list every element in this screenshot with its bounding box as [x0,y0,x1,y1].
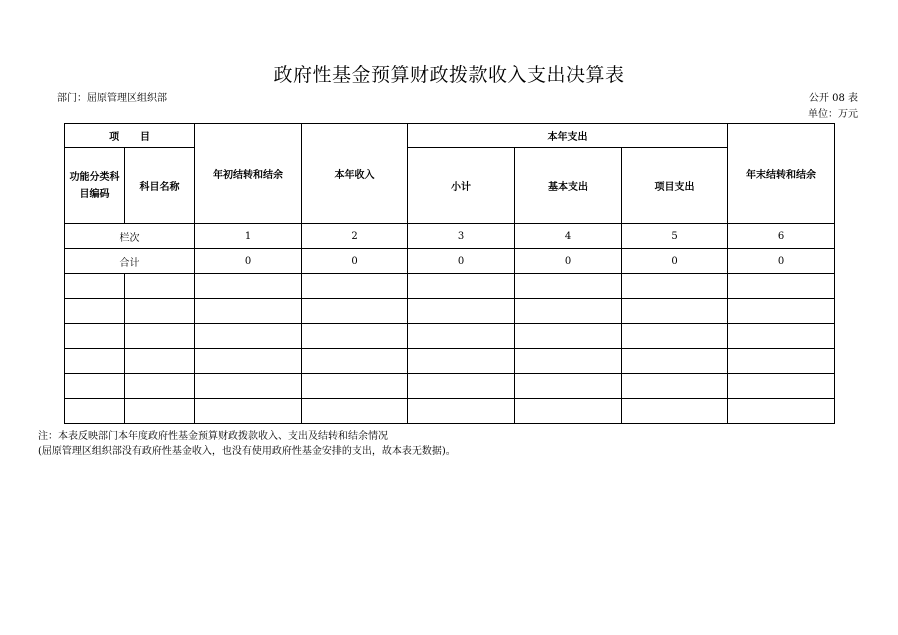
seq-cell: 4 [515,224,622,249]
header-project-expense: 项目支出 [622,148,728,224]
empty-cell [728,324,835,349]
empty-cell [408,274,515,299]
header-subtotal: 小计 [408,148,515,224]
empty-cell [302,399,408,424]
empty-cell [195,299,302,324]
header-basic-expense: 基本支出 [515,148,622,224]
empty-cell [195,274,302,299]
table-row [65,374,835,399]
empty-cell [728,374,835,399]
empty-cell [302,374,408,399]
empty-cell [622,349,728,374]
empty-cell [65,374,125,399]
empty-cell [622,299,728,324]
seq-cell: 1 [195,224,302,249]
empty-cell [302,274,408,299]
empty-cell [65,399,125,424]
empty-cell [125,299,195,324]
total-label: 合计 [65,249,195,274]
empty-cell [515,324,622,349]
header-begin-balance: 年初结转和结余 [195,124,302,224]
empty-cell [302,349,408,374]
empty-cell [408,399,515,424]
empty-cell [622,274,728,299]
empty-cell [125,274,195,299]
header-subject-name: 科目名称 [125,148,195,224]
seq-cell: 6 [728,224,835,249]
seq-cell: 5 [622,224,728,249]
empty-cell [408,374,515,399]
empty-cell [515,374,622,399]
note-line-1: 注：本表反映部门本年度政府性基金预算财政拨款收入、支出及结转和结余情况 [38,431,388,442]
department-label: 部门：屈原管理区组织部 [57,93,167,104]
table-row [65,299,835,324]
empty-cell [65,274,125,299]
empty-cell [302,324,408,349]
table-row-seq [65,224,835,249]
empty-cell [408,324,515,349]
empty-cell [622,374,728,399]
total-cell: 0 [515,249,622,274]
empty-cell [408,299,515,324]
empty-cell [515,349,622,374]
header-expense-group: 本年支出 [408,124,728,148]
seq-cell: 3 [408,224,515,249]
form-number: 公开 08 表 [808,93,858,104]
empty-cell [302,299,408,324]
empty-cell [515,399,622,424]
empty-cell [622,324,728,349]
note-line-2: (屈原管理区组织部没有政府性基金收入，也没有使用政府性基金安排的支出，故本表无数据)。 [38,446,456,457]
empty-cell [65,324,125,349]
page-title: 政府性基金预算财政拨款收入支出决算表 [273,64,625,86]
table-row [65,274,835,299]
total-cell: 0 [408,249,515,274]
empty-cell [408,349,515,374]
total-cell: 0 [728,249,835,274]
header-income: 本年收入 [302,124,408,224]
empty-cell [515,274,622,299]
empty-cell [515,299,622,324]
table-row [65,324,835,349]
empty-cell [65,349,125,374]
total-cell: 0 [195,249,302,274]
empty-cell [65,299,125,324]
empty-cell [728,349,835,374]
empty-cell [125,349,195,374]
seq-label: 栏次 [65,224,195,249]
empty-cell [125,324,195,349]
seq-cell: 2 [302,224,408,249]
header-item: 项 目 [65,124,195,148]
table-row [65,349,835,374]
empty-cell [125,399,195,424]
total-cell: 0 [302,249,408,274]
empty-cell [195,349,302,374]
empty-cell [728,274,835,299]
empty-cell [195,324,302,349]
header-end-balance: 年末结转和结余 [728,124,835,224]
empty-cell [125,374,195,399]
budget-table [64,123,835,424]
table-row-total [65,249,835,274]
header-func-code: 功能分类科目编码 [65,148,125,224]
total-cell: 0 [622,249,728,274]
empty-cell [728,399,835,424]
unit-label: 单位：万元 [808,109,858,120]
empty-cell [195,374,302,399]
empty-cell [195,399,302,424]
table-row [65,399,835,424]
empty-cell [728,299,835,324]
empty-cell [622,399,728,424]
